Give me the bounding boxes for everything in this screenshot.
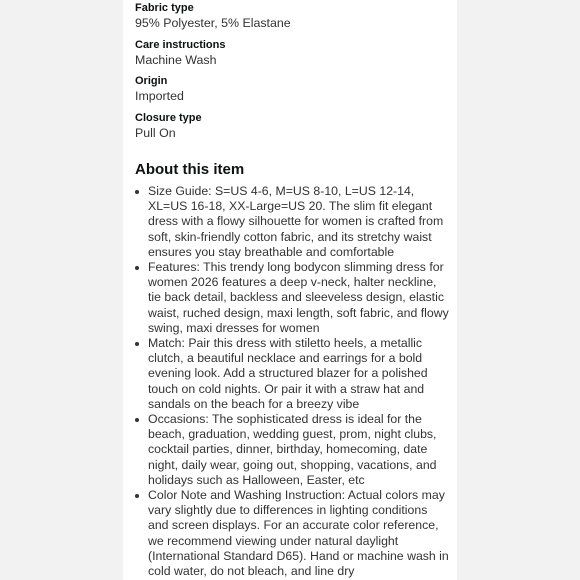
bullet-text: Size Guide: S=US 4-6, M=US 8-10, L=US 12-14, XL=US 16-18, XX-Large=US 20. The slim fit elegant dress with a flowy silhouette for women is crafted from soft, skin-friendly cotton fabric, and its stretchy waist ensures you stay breathable and comfortable xyxy=(148,184,444,259)
bullet-dot-icon xyxy=(135,494,139,498)
bullet-text: Occasions: The sophisticated dress is ideal for the beach, graduation, wedding guest, prom, night clubs, cocktail parties, dinner, birthday, homecoming, date night, daily wear, going out, shopping, vacations, and holidays such as Halloween, Easter, etc xyxy=(148,412,437,487)
detail-value: Pull On xyxy=(135,125,176,140)
list-item xyxy=(135,260,451,336)
bullet-dot-icon xyxy=(135,266,139,270)
about-this-item-list xyxy=(135,184,451,579)
detail-label: Fabric type xyxy=(135,2,194,14)
detail-origin xyxy=(135,73,451,110)
list-item xyxy=(135,184,451,260)
bullet-text: Match: Pair this dress with stiletto heels, a metallic clutch, a beautiful necklace and earrings for a bold evening look. Add a structured blazer for a polished touch on cold nights. Or pair it with a straw hat and sandals on the beach for a breezy vibe xyxy=(148,336,428,411)
list-item xyxy=(135,488,451,579)
bullet-text: Features: This trendy long bodycon slimming dress for women 2026 features a deep v-neck, halter neckline, tie back detail, backless and sleeveless design, elastic waist, ruched design, maxi length, soft fabric, and flowy swing, maxi dresses for women xyxy=(148,260,449,335)
detail-value: Imported xyxy=(135,89,184,103)
list-item xyxy=(135,336,451,412)
detail-label: Care instructions xyxy=(135,38,226,51)
detail-value: Machine Wash xyxy=(135,52,217,67)
detail-label: Closure type xyxy=(135,111,202,124)
about-this-item-heading: About this item xyxy=(135,161,245,178)
detail-closure-type xyxy=(135,110,451,147)
bullet-dot-icon xyxy=(135,418,139,422)
bullet-dot-icon xyxy=(135,190,139,194)
detail-care-instructions xyxy=(135,37,451,74)
detail-value: 95% Polyester, 5% Elastane xyxy=(135,16,291,30)
bullet-dot-icon xyxy=(135,342,139,346)
detail-label: Origin xyxy=(135,75,168,87)
list-item xyxy=(135,412,451,488)
product-details-panel xyxy=(123,0,457,580)
detail-fabric-type xyxy=(135,0,451,37)
product-details-content xyxy=(135,0,451,579)
bullet-text: Color Note and Washing Instruction: Actual colors may vary slightly due to differences in lighting conditions and screen displays. For an accurate color reference, we recommend viewing under natural daylight (International Standard D65). Hand or machine wash in cold water, do not bleach, and line dry xyxy=(148,488,449,579)
